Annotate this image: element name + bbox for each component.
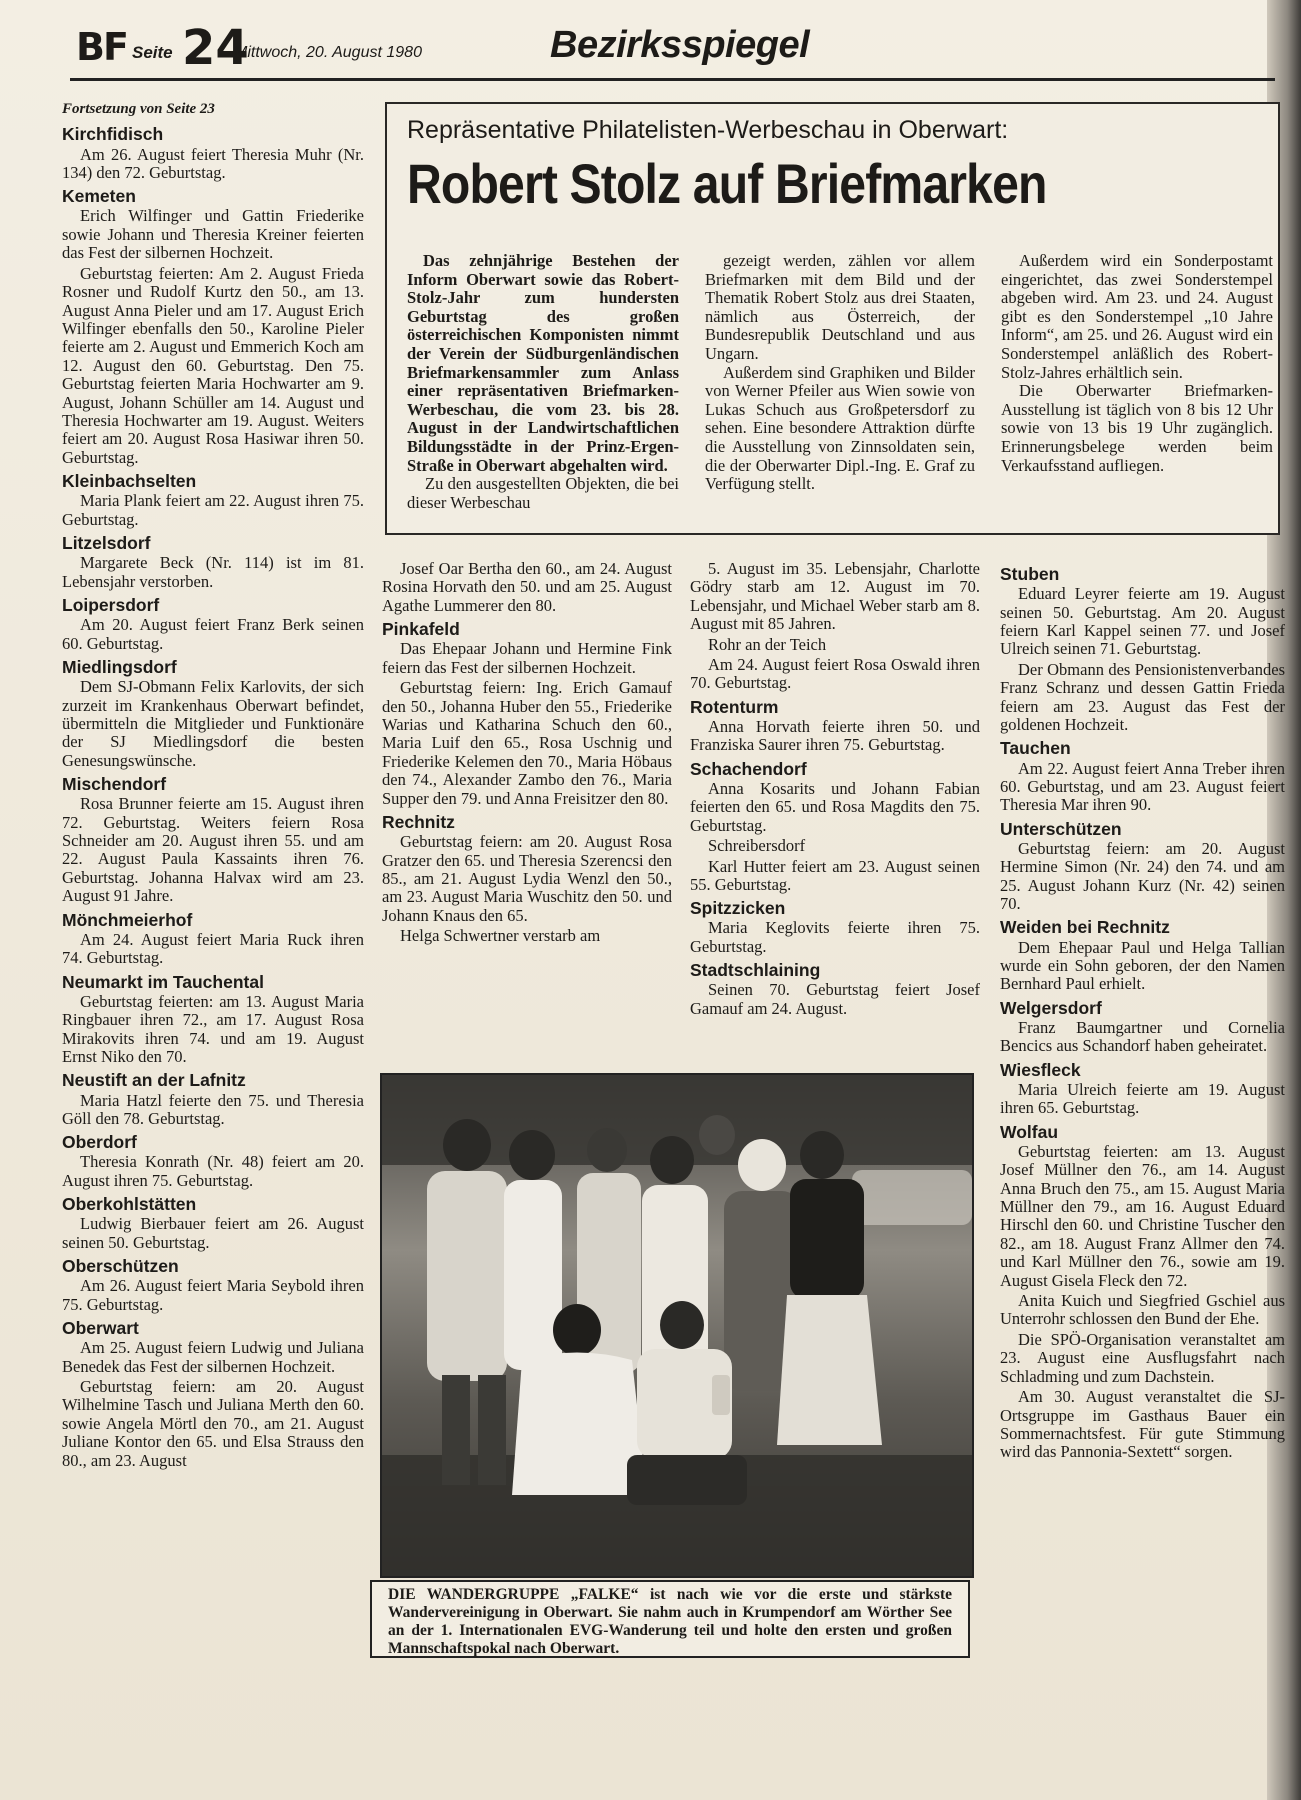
news-item-text: 5. August im 35. Lebensjahr, Charlotte Gödry starb am 12. August im 70. Lebensjahr, und Michael Weber starb am 8. August mit 85 Jahren. xyxy=(690,559,980,634)
locality-heading: Mönchmeierhof xyxy=(62,909,193,930)
locality-heading: Oberkohlstätten xyxy=(62,1194,197,1215)
news-item-text: Schreibersdorf xyxy=(708,836,806,856)
feature-lead: Das zehnjährige Bestehen der Inform Oberwart sowie das Robert-Stolz-Jahr zum hundersten Geburtstag des großen österreichischen Komponisten nimmt der Verein der Südburgenländischen Briefmarkensammler zum Anlass einer repräsentativen Briefmarken-Werbeschau, die vom 23. bis 28. August in der Landwirtschaftlichen Bildungsstädte in der Prinz-Ergen-Straße in Oberwart abgehalten wird. xyxy=(407,251,679,475)
column-4 xyxy=(1000,560,1285,1720)
feature-headline: Robert Stolz auf Briefmarken xyxy=(407,152,1047,215)
locality-heading: Pinkafeld xyxy=(382,619,460,640)
news-item-text: Dem Ehepaar Paul und Helga Tallian wurde ein Sohn geboren, der den Namen Bernhard Paul erhielt. xyxy=(1000,937,1285,994)
locality-heading: Loipersdorf xyxy=(62,595,160,616)
news-item-text: Am 26. August feiert Theresia Muhr (Nr. 134) den 72. Geburtstag. xyxy=(62,144,364,182)
locality-heading: Spitzzicken xyxy=(690,898,786,919)
news-item-text: Geburtstag feiern: Ing. Erich Gamauf den 50., Johanna Huber den 55., Friederike Warias und Katharina Schuch den 60., Maria Luif den 65., Rosa Uschnig und Friederike Kelemen den 70., Maria Höbaus den 74., Alexander Zambo den 76., Maria Supper den 79. und Anna Freisitzer den 80. xyxy=(382,678,672,808)
news-item-text: Geburtstag feierten: am 13. August Josef Müllner den 76., am 14. August Anna Bruch den 75., am 15. August Maria Müllner den 79., am 16. August Eduard Hirschl den 60. und Christine Tuscher den 82., am 18. August Franz Allmer den 74. und Karl Müllner den 76., sowie am 19. August Gisela Fleck den 72. xyxy=(1000,1141,1285,1290)
news-item-text: Maria Ulreich feierte am 19. August ihren 65. Geburtstag. xyxy=(1000,1079,1285,1118)
locality-heading: Wiesfleck xyxy=(1000,1059,1081,1080)
news-item-text: Erich Wilfinger und Gattin Friederike sowie Johann und Theresia Kreiner feierten das Fest der silbernen Hochzeit. xyxy=(62,206,364,263)
locality-heading: Stadtschlaining xyxy=(690,960,821,981)
locality-heading: Oberdorf xyxy=(62,1132,137,1153)
news-item-text: Josef Oar Bertha den 60., am 24. August Rosina Horvath den 50. und am 25. August Agathe Lummerer den 80. xyxy=(382,559,672,615)
news-item-text: Geburtstag feiern: am 20. August Rosa Gratzer den 65. und Theresia Szerencsi den 85., am 21. August Lydia Wenzl den 50., am 23. August Maria Wuschitz den 50. und Johann Knaus den 65. xyxy=(382,832,672,925)
feature-paragraph: Die Oberwarter Briefmarken-Ausstellung ist täglich von 8 bis 12 Uhr sowie von 13 bis 19 Uhr zugänglich. Erinnerungsbelege werden beim Verkaufsstand aufliegen. xyxy=(1001,381,1273,475)
group-photo-image xyxy=(382,1075,972,1576)
news-item-text: Die SPÖ-Organisation veranstaltet am 23. August eine Ausflugsfahrt nach Schladming und zum Dachstein. xyxy=(1000,1329,1285,1386)
masthead xyxy=(70,22,1275,81)
feature-kicker: Repräsentative Philatelisten-Werbeschau in Oberwart: xyxy=(407,116,1009,144)
locality-heading: Rotenturm xyxy=(690,696,779,717)
locality-heading: Neumarkt im Tauchental xyxy=(62,971,264,992)
news-item-text: Rosa Brunner feierte am 15. August ihren 72. Geburtstag. Weiters feiern Rosa Schneider am 20. August ihren 55. und am 22. August Paula Kassaints ihren 76. Geburtstag. Johanna Halvax wird am 23. August 91 Jahre. xyxy=(62,794,364,906)
paper-logo: BF xyxy=(76,25,127,69)
news-item-text: Geburtstag feierten: am 13. August Maria Ringbauer ihren 72., am 17. August Rosa Mirakovits ihren 74. und am 19. August Ernst Niko den 70. xyxy=(62,991,364,1066)
column-2 xyxy=(382,560,672,1060)
news-item-text: Dem SJ-Obmann Felix Karlovits, der sich zurzeit im Krankenhaus Oberwart befindet, übermitteln die Mitglieder und Funktionäre der SJ Miedlingsdorf die besten Genesungswünsche. xyxy=(62,677,364,770)
news-item-text: Karl Hutter feiert am 23. August seinen 55. Geburtstag. xyxy=(690,856,980,894)
news-item-text: Ludwig Bierbauer feiert am 26. August seinen 50. Geburtstag. xyxy=(62,1214,364,1252)
feature-paragraph: Zu den ausgestellten Objekten, die bei dieser Werbeschau xyxy=(407,474,679,512)
feature-paragraph: Außerdem wird ein Sonderpostamt eingerichtet, das zwei Sonderstempel abgeben wird. Am 23. und 24. August gibt es den Sonderstempel „10 Jahre Inform“, am 25. und 26. August wird ein Sonderstempel anläßlich des Robert-Stolz-Jahres erhältlich sein. xyxy=(1001,251,1273,382)
news-item-text: Am 22. August feiert Anna Treber ihren 60. Geburtstag, und am 23. August feiert Theresia Mar ihren 90. xyxy=(1000,758,1285,815)
news-item-text: Maria Keglovits feierte ihren 75. Geburtstag. xyxy=(690,918,980,956)
news-item-text: Rohr an der Teich xyxy=(708,634,827,654)
locality-heading: Schachendorf xyxy=(690,758,807,779)
news-item-text: Maria Plank feiert am 22. August ihren 75. Geburtstag. xyxy=(62,491,364,529)
news-item-text: Anna Kosarits und Johann Fabian feierten den 65. und Rosa Magdits den 75. Geburtstag. xyxy=(690,778,980,835)
locality-heading: Welgersdorf xyxy=(1000,997,1102,1018)
locality-heading: Oberwart xyxy=(62,1318,139,1339)
news-item-text: Geburtstag feierten: Am 2. August Frieda Rosner und Rudolf Kurtz den 50., am 13. August Anna Pieler und am 17. August Erich Wilfinger ebenfalls den 50., Karoline Pieler feierte am 2. August und Emmerich Koch am 12. August den 60. Geburtstag. Den 75. Geburtstag feierten Maria Hochwarter am 9. August, Johann Schüller am 14. August und Theresia Hochwarter am 19. August. Weiters feiert am 20. August Rosa Hasiwar ihren 50. Geburtstag. xyxy=(62,263,364,467)
news-item-text: Maria Hatzl feierte den 75. und Theresia Göll den 78. Geburtstag. xyxy=(62,1090,364,1128)
section-title: Bezirksspiegel xyxy=(550,24,810,66)
news-item-text: Am 30. August veranstaltet die SJ-Ortsgruppe im Gasthaus Bauer ein Sommernachtsfest. Für gute Stimmung wird das Pannonia-Sextett“ sorgen. xyxy=(1000,1387,1285,1462)
photo-caption: DIE WANDERGRUPPE „FALKE“ ist nach wie vor die erste und stärkste Wandervereinigung in Oberwart. Sie nahm auch in Krumpendorf am Wörther See an der 1. Internationalen EVG-Wanderung teil und holte den ersten und großen Mannschaftspokal nach Oberwart. xyxy=(370,1580,970,1658)
locality-heading: Kirchfidisch xyxy=(62,124,164,145)
feature-paragraph: gezeigt werden, zählen vor allem Briefmarken mit dem Bild und der Thematik Robert Stolz aus drei Staaten, nämlich aus Österreich, der Bundesrepublik Deutschland und aus Ungarn. xyxy=(705,251,975,363)
locality-heading: Weiden bei Rechnitz xyxy=(1000,917,1170,938)
column-3 xyxy=(690,560,980,1060)
issue-date: Mittwoch, 20. August 1980 xyxy=(234,44,422,61)
group-photo xyxy=(380,1073,974,1578)
news-item-text: Geburtstag feiern: am 20. August Hermine Simon (Nr. 24) den 74. und am 25. August Johann Kurz (Nr. 42) seinen 70. xyxy=(1000,838,1285,914)
news-item-text: Franz Baumgartner und Cornelia Bencics aus Schandorf haben geheiratet. xyxy=(1000,1017,1285,1056)
page-number: 24 xyxy=(182,20,249,76)
locality-heading: Neustift an der Lafnitz xyxy=(62,1070,246,1091)
locality-heading: Kleinbachselten xyxy=(62,471,197,492)
news-item-text: Eduard Leyrer feierte am 19. August seinen 50. Geburtstag. Am 20. August feiern Karl Kappel seinen 77. und Josef Ulreich seinen 71. Geburtstag. xyxy=(1000,584,1285,659)
locality-heading: Mischendorf xyxy=(62,774,167,795)
locality-heading: Litzelsdorf xyxy=(62,533,151,554)
locality-heading: Unterschützen xyxy=(1000,818,1122,839)
locality-heading: Wolfau xyxy=(1000,1121,1059,1142)
locality-heading: Tauchen xyxy=(1000,738,1071,759)
news-item-text: Seinen 70. Geburtstag feiert Josef Gamauf am 24. August. xyxy=(690,980,980,1018)
locality-heading: Stuben xyxy=(1000,564,1060,584)
news-item-text: Anita Kuich und Siegfried Gschiel aus Unterrohr schlossen den Bund der Ehe. xyxy=(1000,1291,1285,1329)
news-item-text: Helga Schwertner verstarb am xyxy=(400,926,601,946)
news-item-text: Am 25. August feiern Ludwig und Juliana Benedek das Fest der silbernen Hochzeit. xyxy=(62,1338,364,1376)
news-item-text: Anna Horvath feierte ihren 50. und Franziska Saurer ihren 75. Geburtstag. xyxy=(690,716,980,755)
news-item-text: Am 24. August feiert Maria Ruck ihren 74. Geburtstag. xyxy=(62,929,364,968)
column-1 xyxy=(62,100,364,1690)
news-item-text: Margarete Beck (Nr. 114) ist im 81. Lebensjahr verstorben. xyxy=(62,553,364,591)
locality-heading: Miedlingsdorf xyxy=(62,656,177,677)
news-item-text: Geburtstag feiern: am 20. August Wilhelmine Tasch und Juliana Merth den 60. sowie Angela Mörtl den 70., am 21. August Juliane Kontor den 65. und Elsa Strauss den 80., am 23. August xyxy=(62,1377,364,1470)
locality-heading: Rechnitz xyxy=(382,812,455,832)
news-item-text: Der Obmann des Pensionistenverbandes Franz Schranz und dessen Gattin Frieda feiern am 23. August das Fest der goldenen Hochzeit. xyxy=(1000,659,1285,734)
news-item-text: Am 26. August feiert Maria Seybold ihren 75. Geburtstag. xyxy=(62,1276,364,1314)
feature-column-c xyxy=(1001,252,1273,475)
feature-column-a xyxy=(407,252,679,512)
continuation-note: Fortsetzung von Seite 23 xyxy=(62,101,215,117)
page-label: Seite xyxy=(132,43,173,62)
feature-article xyxy=(385,102,1280,535)
news-item-text: Theresia Konrath (Nr. 48) feiert am 20. August ihren 75. Geburtstag. xyxy=(62,1152,364,1190)
feature-paragraph: Außerdem sind Graphiken und Bilder von Werner Pfeiler aus Wien sowie von Lukas Schuch aus Großpetersdorf zu sehen. Eine besondere Attraktion dürfte die Ausstellung von Zinnsoldaten sein, die der Oberwarter Dipl.-Ing. E. Graf zu Verfügung stellt. xyxy=(705,362,975,494)
news-item-text: Am 20. August feiert Franz Berk seinen 60. Geburtstag. xyxy=(62,615,364,653)
news-item-text: Am 24. August feiert Rosa Oswald ihren 70. Geburtstag. xyxy=(690,655,980,693)
locality-heading: Kemeten xyxy=(62,186,136,207)
news-item-text: Das Ehepaar Johann und Hermine Fink feiern das Fest der silbernen Hochzeit. xyxy=(382,639,672,677)
locality-heading: Oberschützen xyxy=(62,1256,179,1277)
feature-column-b xyxy=(705,252,975,494)
